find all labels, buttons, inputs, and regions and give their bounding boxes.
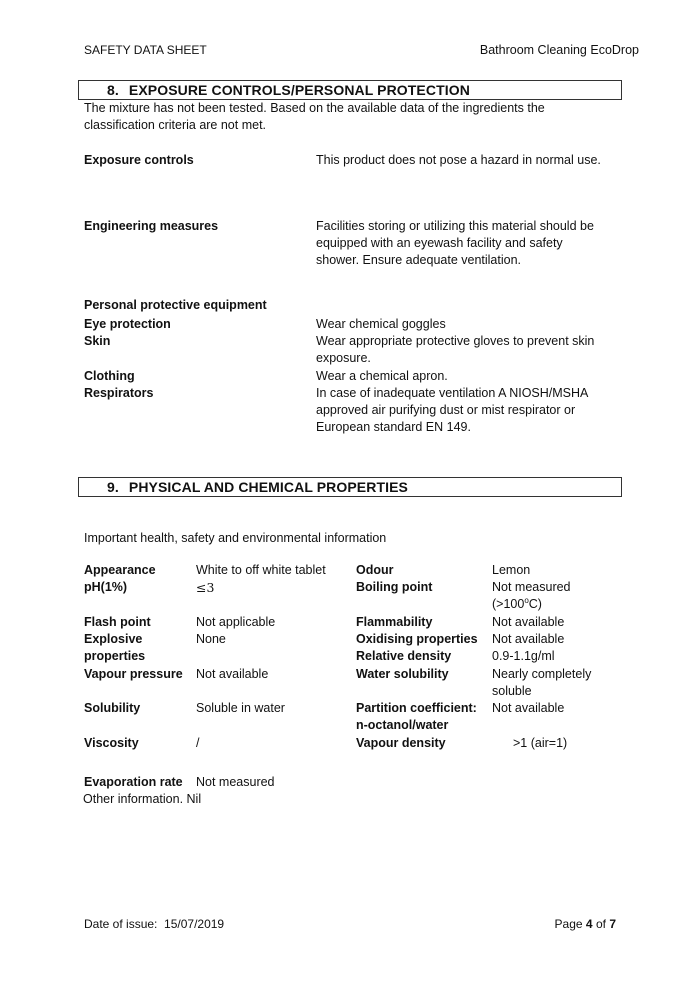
explosive-value: None: [196, 632, 226, 646]
water-solubility-value-line-2: soluble: [492, 684, 532, 698]
ph-value: ≤3: [196, 580, 215, 595]
appearance-value: White to off white tablet: [196, 563, 326, 577]
evaporation-rate-label: Evaporation rate: [84, 775, 183, 789]
viscosity-value: /: [196, 736, 200, 750]
engineering-measures-line-2: equipped with an eyewash facility and safety: [316, 236, 563, 250]
page-of: of: [595, 917, 606, 931]
vapour-density-value: >1 (air=1): [513, 736, 568, 750]
eye-protection-value: Wear chemical goggles: [316, 317, 446, 331]
clothing-label: Clothing: [84, 369, 135, 383]
ppe-heading: Personal protective equipment: [84, 298, 267, 312]
issue-date-label: Date of issue:: [84, 917, 158, 931]
page-total: 7: [609, 917, 616, 931]
boiling-point-label: Boiling point: [356, 580, 433, 594]
respirators-line-2: approved air purifying dust or mist respirator or: [316, 403, 576, 417]
oxidising-value: Not available: [492, 632, 565, 646]
exposure-controls-label: Exposure controls: [84, 153, 194, 167]
boiling-point-temp: (>100: [492, 597, 525, 611]
page-prefix: Page: [554, 917, 583, 931]
skin-label: Skin: [84, 334, 111, 348]
viscosity-label: Viscosity: [84, 736, 139, 750]
issue-date-value: 15/07/2019: [164, 917, 225, 931]
engineering-measures-line-1: Facilities storing or utilizing this material should be: [316, 219, 594, 233]
engineering-measures-line-3: shower. Ensure adequate ventilation.: [316, 253, 521, 267]
exposure-controls-value: This product does not pose a hazard in normal use.: [316, 153, 601, 167]
respirators-line-3: European standard EN 149.: [316, 420, 471, 434]
respirators-line-1: In case of inadequate ventilation A NIOSH/MSHA: [316, 386, 589, 400]
section-8-heading: [78, 80, 622, 100]
vapour-pressure-value: Not available: [196, 667, 269, 681]
section-8-intro-line-2: classification criteria are not met.: [84, 118, 267, 132]
water-solubility-label: Water solubility: [356, 667, 449, 681]
explosive-label-line-2: properties: [84, 649, 146, 663]
issue-date: [84, 916, 224, 933]
other-information: Other information. Nil: [83, 792, 202, 806]
oxidising-label: Oxidising properties: [356, 632, 478, 646]
skin-value-line-1: Wear appropriate protective gloves to prevent skin: [316, 334, 595, 348]
section-8-title: EXPOSURE CONTROLS/PERSONAL PROTECTION: [128, 82, 470, 98]
relative-density-value: 0.9-1.1g/ml: [492, 649, 555, 663]
partition-coefficient-label-line-1: Partition coefficient:: [356, 701, 477, 715]
page-current: 4: [585, 917, 593, 931]
boiling-point-value-line-2: [492, 596, 542, 613]
eye-protection-label: Eye protection: [84, 317, 171, 331]
page-number: [555, 916, 616, 933]
partition-coefficient-value: Not available: [492, 701, 565, 715]
section-9-title: PHYSICAL AND CHEMICAL PROPERTIES: [128, 479, 408, 495]
solubility-label: Solubility: [84, 701, 141, 715]
boiling-point-value-line-1: Not measured: [492, 580, 571, 594]
solubility-value: Soluble in water: [196, 701, 285, 715]
water-solubility-value-line-1: Nearly completely: [492, 667, 592, 681]
partition-coefficient-label-line-2: n-octanol/water: [356, 718, 449, 732]
odour-value: Lemon: [492, 563, 531, 577]
vapour-density-label: Vapour density: [356, 736, 446, 750]
ph-label: pH(1%): [84, 580, 128, 594]
flash-point-label: Flash point: [84, 615, 151, 629]
section-8-number: 8.: [107, 82, 119, 98]
respirators-label: Respirators: [84, 386, 154, 400]
section-8-intro-line-1: The mixture has not been tested. Based on the available data of the ingredients the: [84, 101, 545, 115]
header-document-type: SAFETY DATA SHEET: [84, 43, 207, 57]
odour-label: Odour: [356, 563, 394, 577]
flash-point-value: Not applicable: [196, 615, 276, 629]
engineering-measures-label: Engineering measures: [84, 219, 219, 233]
clothing-value: Wear a chemical apron.: [316, 369, 448, 383]
vapour-pressure-label: Vapour pressure: [84, 667, 183, 681]
flammability-label: Flammability: [356, 615, 433, 629]
explosive-label-line-1: Explosive: [84, 632, 143, 646]
relative-density-label: Relative density: [356, 649, 452, 663]
degree-sign: o: [524, 595, 529, 605]
flammability-value: Not available: [492, 615, 565, 629]
boiling-point-unit: C): [528, 597, 542, 611]
evaporation-rate-value: Not measured: [196, 775, 275, 789]
skin-value-line-2: exposure.: [316, 351, 371, 365]
header-product-name: Bathroom Cleaning EcoDrop: [479, 43, 639, 57]
section-9-number: 9.: [107, 479, 119, 495]
section-9-heading: [78, 477, 622, 497]
section-9-intro: Important health, safety and environmental information: [84, 531, 387, 545]
appearance-label: Appearance: [84, 563, 156, 577]
